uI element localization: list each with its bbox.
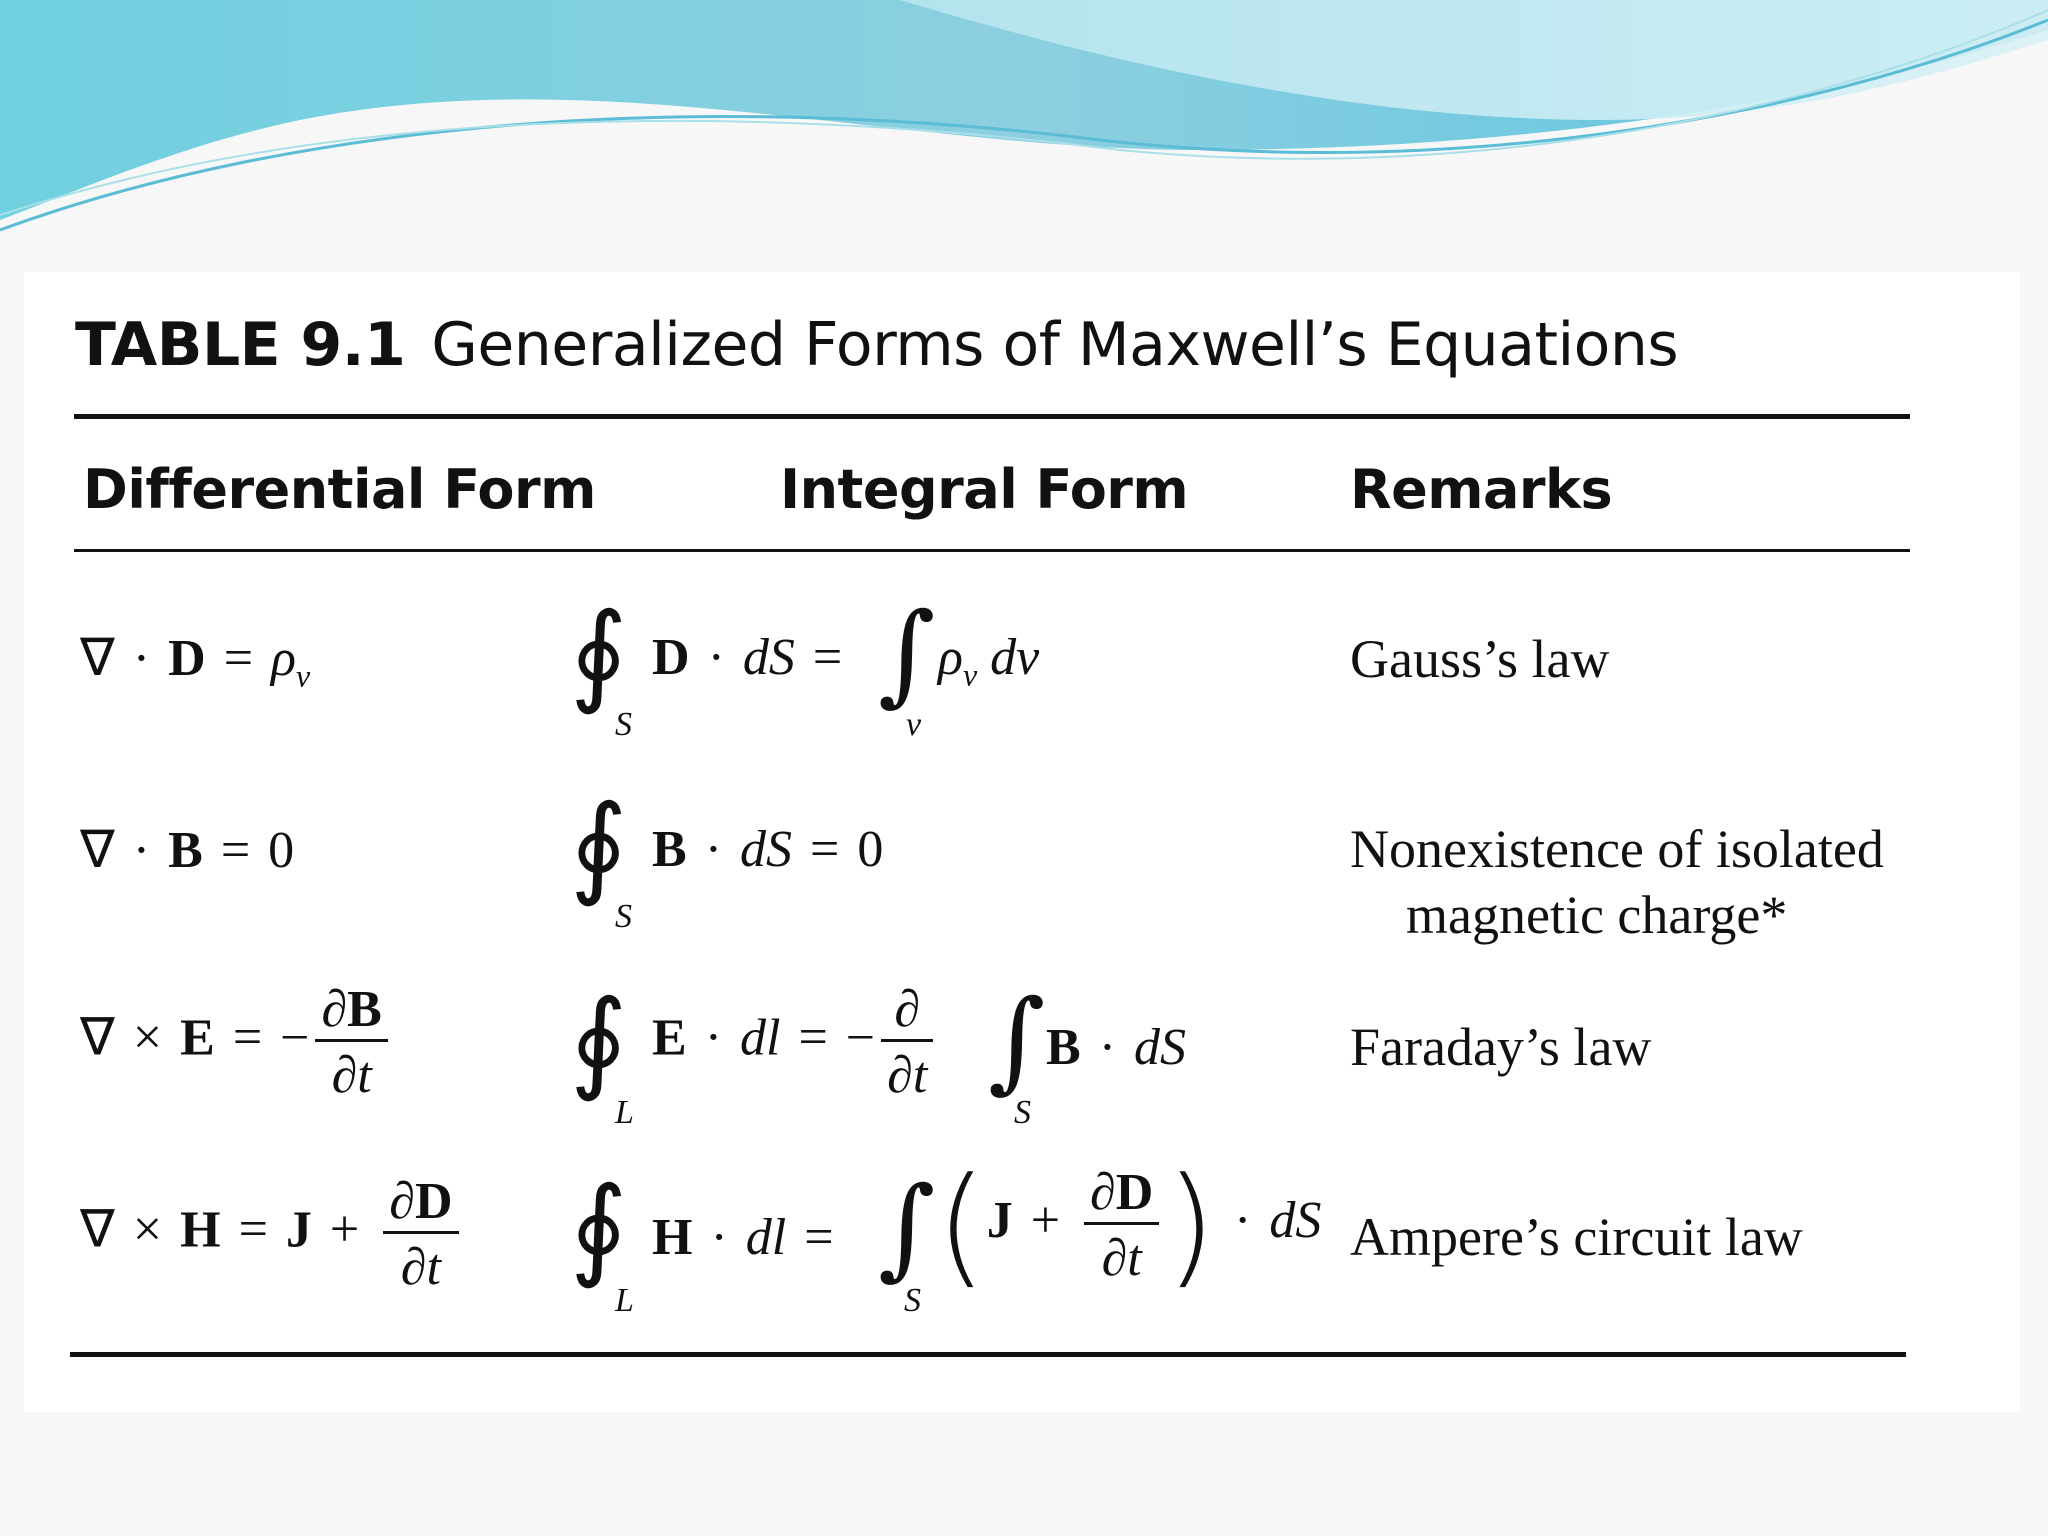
row3-integral-lhs: E · dl = − $\frac{\partial}{\partial t}$ [652,980,939,1105]
row1-integral-lhs: D · dS = [652,629,843,686]
row3-integral-rhs: B · dS [1046,1019,1187,1076]
row4-closed-integral-icon: ∮ [570,1163,628,1291]
row4-sub-l: L [615,1282,634,1319]
table-title [75,310,1678,380]
top-rule [74,414,1910,419]
row4-integral-lhs: H · dl = [652,1209,834,1266]
row1-volume-integral-icon: ∫ [878,589,936,717]
table-number: TABLE 9.1 [75,310,406,380]
header-integral-form: Integral Form [780,458,1189,521]
row4-integral-rhs: (J + $\frac{\partial D}{\partial t}$ ) · dS [936,1149,1322,1301]
row4-surface-integral-icon: ∫ [878,1163,936,1291]
row4-sub-s: S [904,1282,921,1319]
row3-closed-integral-icon: ∮ [570,976,628,1104]
row2-integral: B · dS = 0 [652,821,884,878]
row3-sub-s: S [1014,1094,1031,1131]
row3-differential: ∇ × E = − $\frac{\partial B}{\partial t}$ [80,980,394,1105]
row4-remark: Ampere’s circuit law [1350,1207,1803,1267]
row2-sub-s: S [615,898,632,935]
row3-sub-l: L [615,1094,634,1131]
row1-sub-s: S [615,706,632,743]
row3-surface-integral-icon: ∫ [988,976,1046,1104]
header-wave-banner [0,0,2048,260]
row1-remark: Gauss’s law [1350,629,1610,689]
row1-closed-integral-icon: ∮ [570,589,628,717]
header-remarks: Remarks [1350,458,1613,521]
header-rule [74,549,1910,552]
row2-remark-line2: magnetic charge* [1406,885,1788,945]
row2-closed-integral-icon: ∮ [570,781,628,909]
bottom-rule [70,1352,1906,1357]
row4-differential: ∇ × H = J + $\frac{\partial D}{\partial t}$ [80,1172,465,1297]
row1-sub-v: v [906,706,922,743]
row1-differential: ∇ · $D = \rho_v$ [80,630,311,694]
header-differential-form: Differential Form [83,458,596,521]
row3-remark: Faraday’s law [1350,1017,1652,1077]
row1-integral-rhs: $\rho_v$ dv [938,629,1040,693]
row2-differential: ∇ · B = 0 [80,822,295,879]
row2-remark-line1: Nonexistence of isolated [1350,819,1884,879]
table-title-text: Generalized Forms of Maxwell’s Equations [431,310,1679,380]
